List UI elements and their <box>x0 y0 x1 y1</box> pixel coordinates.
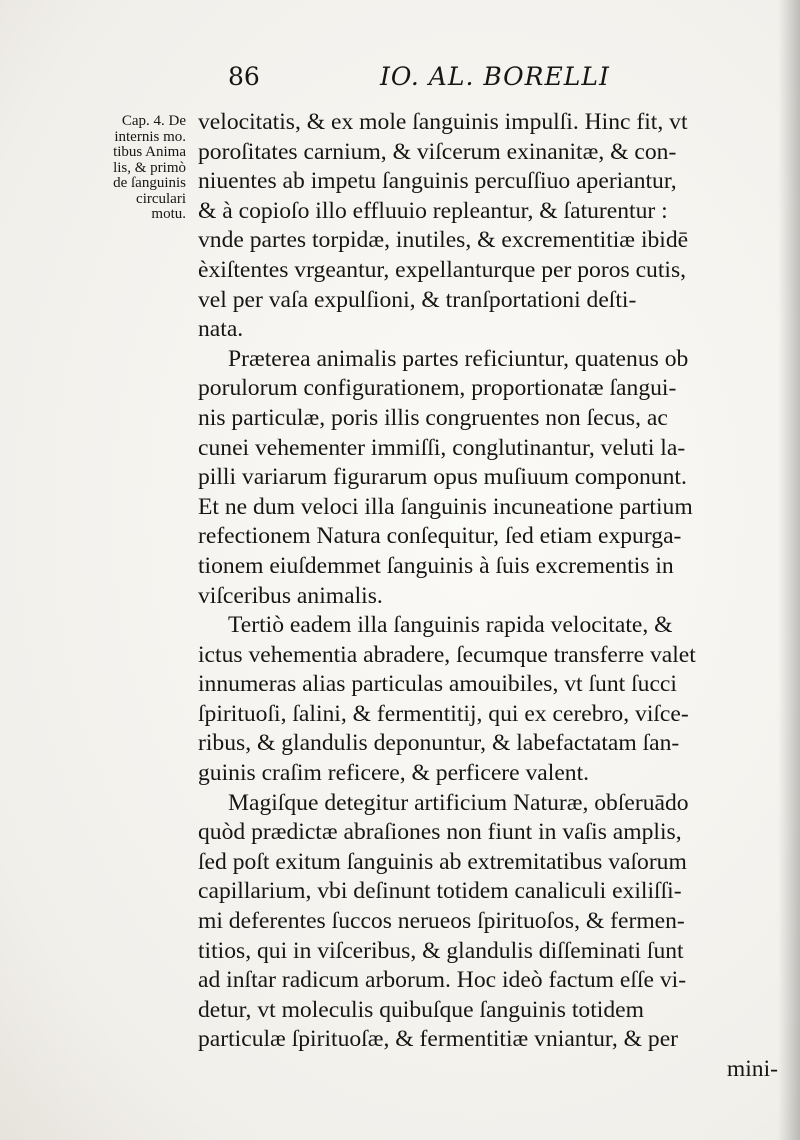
text-line: ribus, & glandulis deponuntur, & labefactatam ſan- <box>198 730 680 757</box>
text-line: refectionem Natura conſequitur, ſed etiam expurga- <box>198 523 682 550</box>
text-line: èxiſtentes vrgeantur, expellanturque per poros cutis, <box>198 256 687 283</box>
page-edge-shadow <box>778 0 800 1140</box>
text-line: capillarium, vbi deſinunt totidem canaliculi exiliſſi- <box>198 878 682 905</box>
text-line: niuentes ab impetu ſanguinis percuſſiuo aperiantur, <box>198 168 677 195</box>
text-line: detur, vt moleculis quibuſque ſanguinis totidem <box>198 996 644 1023</box>
text-line: titios, qui in viſceribus, & glandulis diſſeminati ſunt <box>198 937 684 964</box>
margin-note-line: tibus Anima <box>113 144 186 160</box>
paragraph-start-line: Magiſque detegitur artificium Naturæ, obſeruādo <box>228 789 689 816</box>
text-line: ictus vehementia abradere, ſecumque transferre valet <box>198 641 696 668</box>
text-line: viſceribus animalis. <box>198 582 383 609</box>
margin-note-line: motu. <box>151 206 186 222</box>
text-line: nis particulæ, poris illis congruentes non ſecus, ac <box>198 404 668 431</box>
text-line: particulæ ſpirituoſæ, & fermentitiæ vniantur, & per <box>198 1026 679 1053</box>
text-line: guinis craſim reficere, & perficere valent. <box>198 760 590 787</box>
text-line: vnde partes torpidæ, inutiles, & excrementitiæ ibidē <box>198 227 689 254</box>
margin-note-line: Cap. 4. De <box>121 113 186 129</box>
running-head: IO. AL. BORELLI <box>380 62 610 91</box>
paragraph-start-line: Tertiò eadem illa ſanguinis rapida velocitate, & <box>228 612 673 639</box>
text-line: & à copioſo illo effluuio repleantur, & ſaturentur : <box>198 197 668 224</box>
text-line: ſed poſt exitum ſanguinis ab extremitatibus vaſorum <box>198 848 687 875</box>
catchword: mini- <box>726 1056 778 1082</box>
text-line: vel per vaſa expulſioni, & tranſportationi deſti- <box>198 286 637 313</box>
margin-note <box>68 114 186 223</box>
margin-note-line: de ſanguinis <box>113 175 186 191</box>
text-line: cunei vehementer immiſſi, conglutinantur, veluti la- <box>198 434 686 461</box>
margin-note-line: lis, & primò <box>113 159 186 176</box>
margin-note-line: internis mo. <box>114 128 186 145</box>
text-line: poroſitates carnium, & viſcerum exinanitæ, & con- <box>198 138 677 165</box>
paragraph-start-line: Præterea animalis partes reficiuntur, quatenus ob <box>228 345 689 372</box>
page-header <box>228 62 788 96</box>
text-line: velocitatis, & ex mole ſanguinis impulſi. Hinc fit, vt <box>198 109 688 135</box>
text-line: porulorum configurationem, proportionatæ ſangui- <box>198 375 677 402</box>
text-line: pilli variarum figurarum opus muſiuum componunt. <box>198 464 687 491</box>
text-line: Et ne dum veloci illa ſanguinis incuneatione partium <box>198 493 693 520</box>
margin-note-line: circulari <box>136 190 186 207</box>
text-line: tionem eiuſdemmet ſanguinis à ſuis excrementis in <box>198 552 674 579</box>
body-text <box>198 108 778 1085</box>
text-line: mi deferentes ſuccos nerueos ſpirituoſos, & fermen- <box>198 908 685 935</box>
text-line: ad inſtar radicum arborum. Hoc ideò factum eſſe vi- <box>198 967 687 994</box>
text-line: ſpirituoſi, ſalini, & fermentitij, qui ex cerebro, viſce- <box>198 700 689 727</box>
text-line: quòd prædictæ abraſiones non fiunt in vaſis amplis, <box>198 819 682 846</box>
text-line: innumeras alias particulas amouibiles, vt ſunt ſucci <box>198 671 677 698</box>
text-line: nata. <box>198 316 244 343</box>
page-number: 86 <box>228 62 260 91</box>
